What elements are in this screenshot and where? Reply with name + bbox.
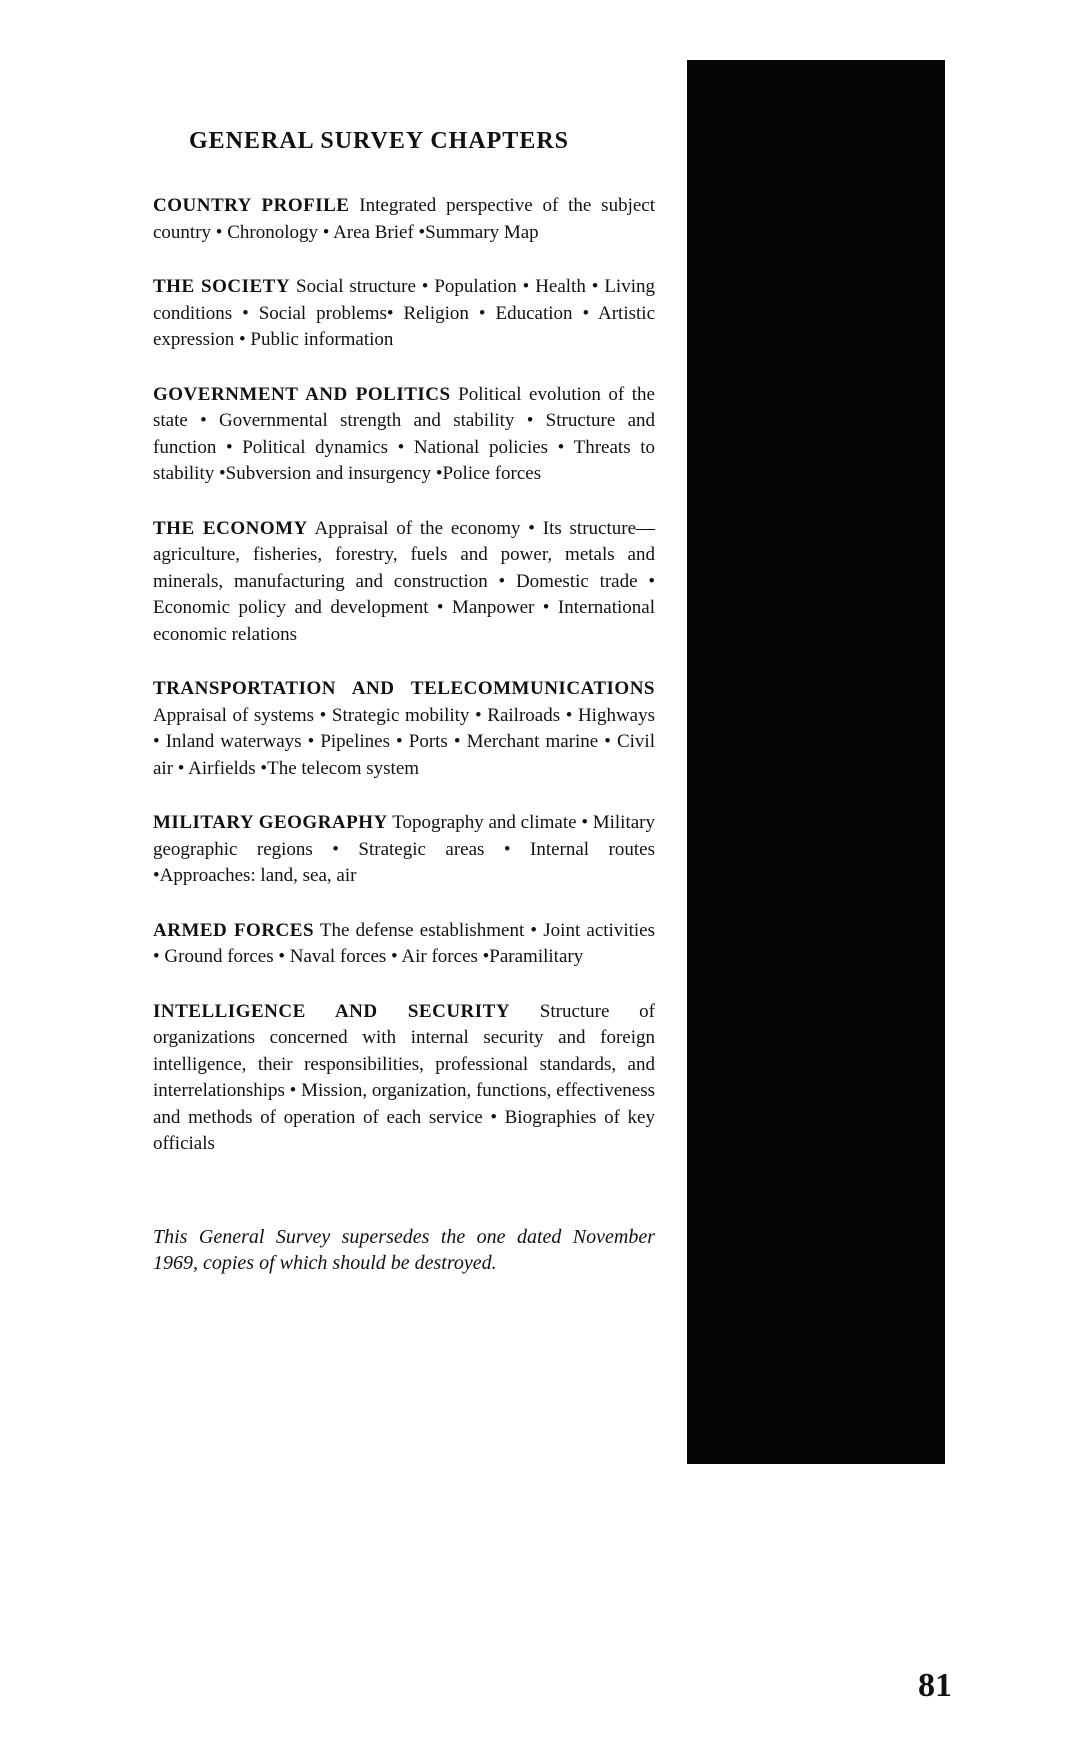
chapter-description: The defense establishment • Joint activities • Ground forces • Naval forces • Air forces •Paramilitary xyxy=(153,919,655,967)
chapter-entry xyxy=(153,193,655,246)
chapter-entry xyxy=(153,676,655,782)
chapter-title: THE ECONOMY xyxy=(153,517,308,539)
chapter-description: Integrated perspective of the subject country • Chronology • Area Brief •Summary Map xyxy=(153,195,655,243)
black-margin-bar xyxy=(687,60,945,1464)
chapter-entry xyxy=(153,999,655,1158)
chapter-description: Structure of organizations concerned with internal security and foreign intelligence, their responsibilities, professional standards, and interrelationships • Mission, organization, functions, effectiveness and methods of operation of each service • Biographies of key officials xyxy=(153,1000,655,1154)
chapter-description: Political evolution of the state • Governmental strength and stability • Structure and function • Political dynamics • National policies • Threats to stability •Subversion and insurgency •Police forces xyxy=(153,383,655,484)
chapter-title: INTELLIGENCE AND SECURITY xyxy=(153,1000,511,1022)
chapters-column xyxy=(153,128,655,1277)
chapter-description: Social structure • Population • Health • Living conditions • Social problems• Religion • Education • Artistic expression • Public information xyxy=(153,276,655,350)
chapter-title: ARMED FORCES xyxy=(153,919,315,941)
page-number: 81 xyxy=(918,1667,952,1704)
chapter-entry xyxy=(153,274,655,354)
chapter-description: Appraisal of the economy • Its structure—agriculture, fisheries, forestry, fuels and power, metals and minerals, manufacturing and construction • Domestic trade • Economic policy and development • Manpower • International economic relations xyxy=(153,517,656,645)
chapter-title: COUNTRY PROFILE xyxy=(153,195,350,216)
chapter-entry xyxy=(153,382,655,488)
chapter-entry xyxy=(153,918,655,971)
chapter-entry xyxy=(153,516,655,649)
chapter-title: GOVERNMENT AND POLITICS xyxy=(153,383,451,405)
chapter-title: TRANSPORTATION AND TELECOMMUNICATIONS xyxy=(153,678,655,699)
chapter-title: THE SOCIETY xyxy=(153,276,291,297)
supersedes-note: This General Survey supersedes the one dated November 1969, copies of which should be destroyed. xyxy=(153,1225,655,1274)
chapter-entry xyxy=(153,810,655,890)
chapter-description: Appraisal of systems • Strategic mobility • Railroads • Highways • Inland waterways • Pipelines • Ports • Merchant marine • Civil air • Airfields •The telecom system xyxy=(153,704,655,779)
chapter-description: Topography and climate • Military geographic regions • Strategic areas • Internal routes •Approaches: land, sea, air xyxy=(153,812,655,886)
chapter-title: MILITARY GEOGRAPHY xyxy=(153,812,388,833)
section-heading: GENERAL SURVEY CHAPTERS xyxy=(189,128,569,154)
